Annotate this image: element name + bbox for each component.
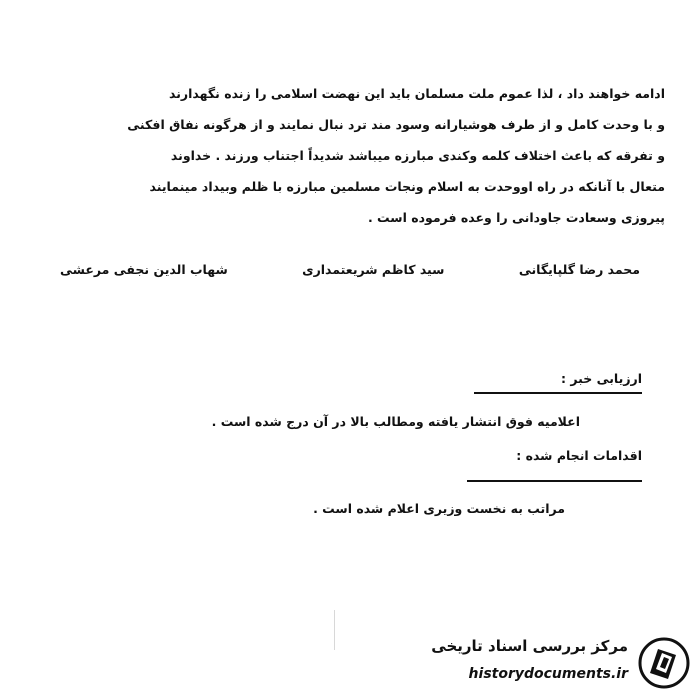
signature-golpayegani: محمد رضا گلپایگانی [518, 262, 640, 277]
paragraph-line: و تفرقه که باعث اختلاف کلمه وکندی مبارزه میباشد شدیداً اجتناب ورزند . خداوند [170, 148, 665, 163]
actions-heading: اقدامات انجام شده : [516, 448, 642, 463]
paragraph-line: متعال با آنانکه در راه اووحدت به اسلام ونجات مسلمین مبارزه با ظلم وبیداد مینمایند [149, 179, 665, 194]
signature-marashi: شهاب الدین نجفی مرعشی [60, 262, 228, 277]
signature-shariatmadari: سید کاظم شریعتمداری [302, 262, 445, 277]
watermark-url: historydocuments.ir [468, 666, 628, 682]
assessment-text: اعلامیه فوق انتشار یافته ومطالب بالا در آن درج شده است . [211, 414, 580, 429]
watermark [415, 631, 700, 695]
paragraph-line: ادامه خواهند داد ، لذا عموم ملت مسلمان باید این نهضت اسلامی را زنده نگهدارند [169, 86, 665, 101]
assessment-underline [474, 392, 642, 394]
signatures-row [60, 262, 640, 277]
actions-underline [467, 480, 642, 482]
assessment-heading: ارزیابی خبر : [561, 371, 642, 386]
archive-logo-icon [636, 635, 692, 691]
paragraph-line: و با وحدت کامل و از طرف هوشیارانه وسود مند ترد نبال نمایند و از هرگونه نفاق افکنی [127, 117, 665, 132]
actions-text: مراتب به نخست وزیری اعلام شده است . [313, 501, 565, 516]
main-paragraph [55, 78, 665, 233]
watermark-title: مرکز بررسی اسناد تاریخی [431, 637, 628, 655]
paragraph-line: پیروزی وسعادت جاودانی را وعده فرموده است . [367, 210, 665, 225]
faint-scan-line [334, 610, 335, 650]
